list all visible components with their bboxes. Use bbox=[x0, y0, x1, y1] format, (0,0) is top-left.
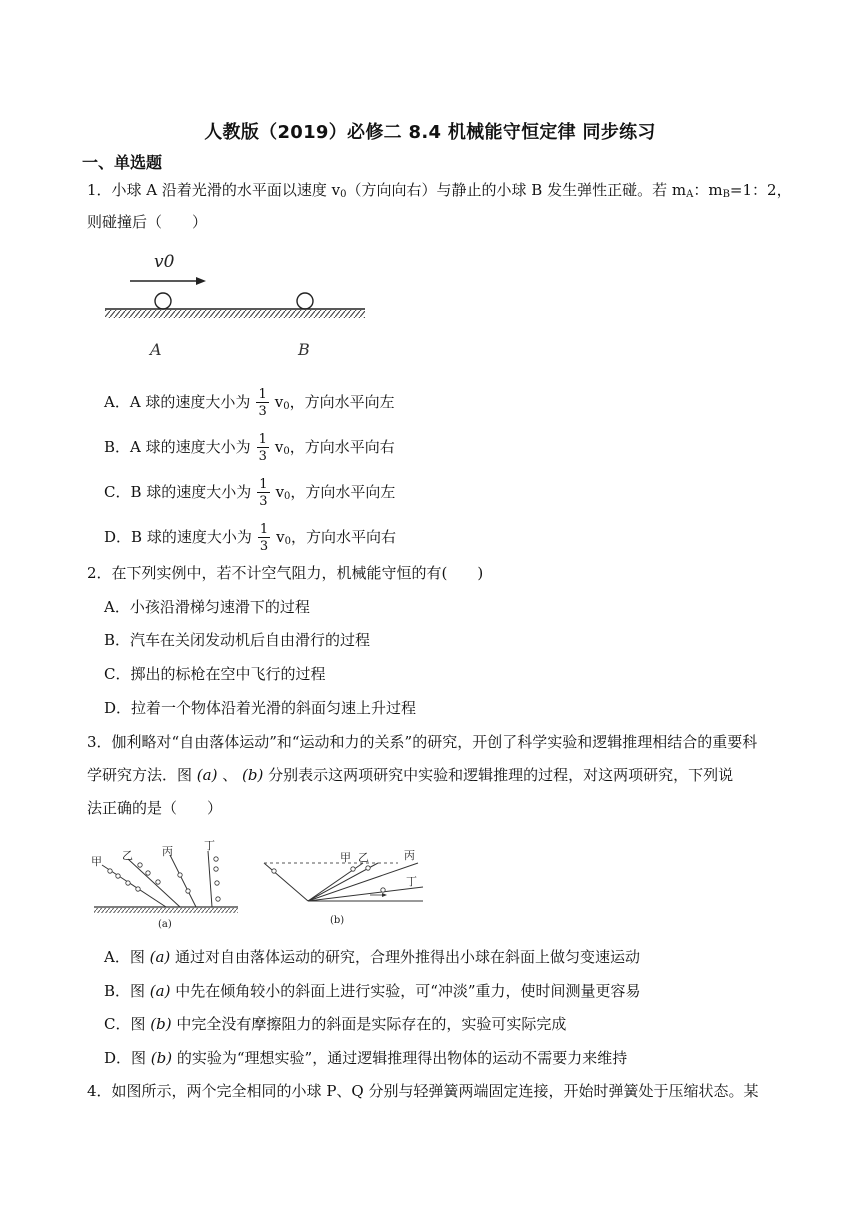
q2-option-c[interactable]: C．掷出的标枪在空中飞行的过程 bbox=[104, 665, 326, 683]
svg-text:丙: 丙 bbox=[162, 845, 173, 858]
page-title: 人教版（2019）必修二 8.4 机械能守恒定律 同步练习 bbox=[204, 122, 656, 143]
collision-figure bbox=[100, 245, 375, 365]
section-heading: 一、单选题 bbox=[82, 153, 163, 172]
figure-b bbox=[264, 849, 423, 926]
question-1-stem-line2: 则碰撞后（ ） bbox=[87, 213, 208, 231]
fraction-one-third: $\frac{1}{3}$ bbox=[258, 387, 267, 419]
question-4-stem: 4．如图所示，两个完全相同的小球 P、Q 分别与轻弹簧两端固定连接，开始时弹簧处于压缩状态。某 bbox=[87, 1082, 759, 1100]
question-3-stem-line2: 学研究方法．图 (a) 、 (b) 分别表示这两项研究中实验和逻辑推理的过程，对这两项研究，下列说 bbox=[87, 766, 734, 784]
figure-a-caption: (a) bbox=[158, 919, 172, 930]
svg-text:丙: 丙 bbox=[404, 849, 415, 862]
question-2-stem: 2．在下列实例中，若不计空气阻力，机械能守恒的有( ) bbox=[87, 564, 484, 582]
velocity-label: v0 bbox=[154, 252, 175, 272]
q3-option-a[interactable]: A．图 (a) 通过对自由落体运动的研究，合理外推得出小球在斜面上做匀变速运动 bbox=[104, 948, 641, 966]
svg-text:丁: 丁 bbox=[406, 875, 417, 888]
velocity-arrow-head bbox=[196, 277, 206, 285]
svg-text:乙: 乙 bbox=[358, 851, 369, 864]
q1-option-b[interactable]: B．A 球的速度大小为 $\frac{1}{3}$ $v_0$，方向水平向右 bbox=[104, 432, 395, 464]
ground-hatch bbox=[105, 310, 365, 318]
question-1-stem: 1．小球 A 沿着光滑的水平面以速度 $v_0$（方向向右）与静止的小球 B 发生弹性正碰。若 $m_A$：$m_B=1$：2， bbox=[87, 181, 792, 200]
q1-option-c[interactable]: C．B 球的速度大小为 $\frac{1}{3}$ $v_0$，方向水平向左 bbox=[104, 477, 396, 509]
q2-option-a[interactable]: A．小孩沿滑梯匀速滑下的过程 bbox=[104, 598, 310, 616]
q1-option-a[interactable]: A．A 球的速度大小为 $\frac{1}{3}$ $v_0$，方向水平向左 bbox=[104, 387, 395, 419]
fraction-one-third: $\frac{1}{3}$ bbox=[259, 522, 269, 554]
svg-text:丁: 丁 bbox=[204, 839, 215, 852]
figure-b-caption: (b) bbox=[330, 915, 345, 926]
q3-option-c[interactable]: C．图 (b) 中完全没有摩擦阻力的斜面是实际存在的，实验可实际完成 bbox=[104, 1015, 567, 1033]
svg-text:甲: 甲 bbox=[91, 855, 102, 868]
q2-option-b[interactable]: B．汽车在关闭发动机后自由滑行的过程 bbox=[104, 631, 371, 649]
question-3-stem-line3: 法正确的是（ ） bbox=[87, 799, 223, 817]
q3-option-b[interactable]: B．图 (a) 中先在倾角较小的斜面上进行实验，可“冲淡”重力，使时间测量更容易 bbox=[104, 982, 641, 1000]
figure-a bbox=[91, 839, 238, 930]
ball-a-label: A bbox=[150, 340, 162, 359]
svg-text:甲: 甲 bbox=[340, 851, 351, 864]
svg-text:乙: 乙 bbox=[122, 849, 133, 862]
q1-option-d[interactable]: D．B 球的速度大小为 $\frac{1}{3}$ $v_0$，方向水平向右 bbox=[104, 522, 396, 554]
question-3-stem: 3．伽利略对“自由落体运动”和“运动和力的关系”的研究，开创了科学实验和逻辑推理相结合的重要科 bbox=[87, 733, 758, 751]
fraction-one-third: $\frac{1}{3}$ bbox=[259, 477, 268, 509]
q3-option-d[interactable]: D．图 (b) 的实验为“理想实验”，通过逻辑推理得出物体的运动不需要力来维持 bbox=[104, 1049, 628, 1067]
fraction-one-third: $\frac{1}{3}$ bbox=[258, 432, 267, 464]
galileo-figure bbox=[88, 835, 428, 930]
ball-b bbox=[297, 293, 313, 309]
ball-b-label: B bbox=[298, 340, 310, 359]
q2-option-d[interactable]: D．拉着一个物体沿着光滑的斜面匀速上升过程 bbox=[104, 699, 417, 717]
ball-a bbox=[155, 293, 171, 309]
